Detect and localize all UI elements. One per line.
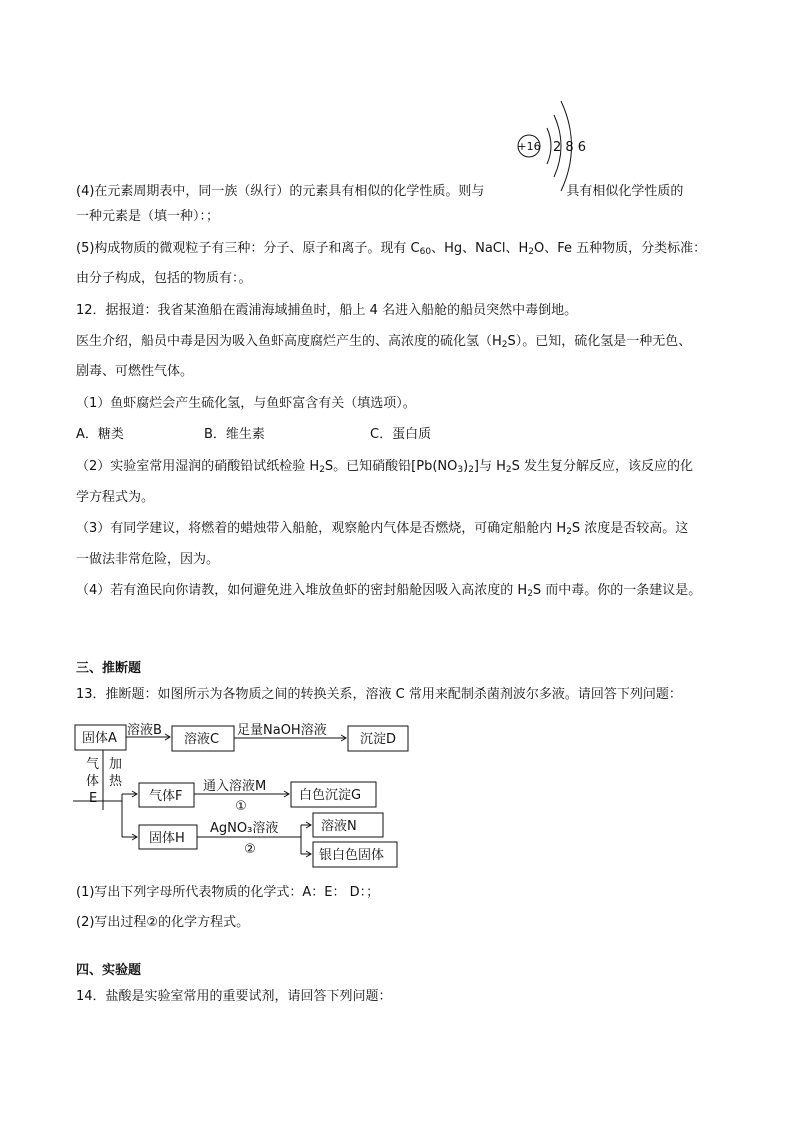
q12-sub2-text-c: )	[463, 459, 469, 474]
q13-answer1: (1)写出下列字母所代表物质的化学式：A：E： D：；	[76, 885, 380, 900]
box-solution-n-label: 溶液N	[321, 819, 357, 834]
q12-sub4	[76, 582, 701, 600]
arrow-label-solution-m: 通入溶液M	[203, 779, 267, 794]
electron-shell-1	[547, 128, 551, 164]
q11-part5-line1	[76, 240, 706, 258]
box-solid-a-label: 固体A	[82, 731, 117, 746]
label-gas-char2: 体	[86, 774, 100, 789]
q11-part4-text-b: 具有相似化学性质的	[566, 184, 684, 199]
q12-sub2-text-d: ]与 H	[473, 459, 506, 474]
electron-counts: 2 8 6	[553, 140, 587, 155]
q12-intro: 12．据报道：我省某渔船在霞浦海域捕鱼时，船上 4 名进入船舱的船员突然中毒倒地。	[76, 303, 578, 318]
box-silver-white-solid-label: 银白色固体	[319, 848, 385, 863]
q11-part5-text-a: (5)构成物质的微观粒子有三种：分子、原子和离子。现有 C	[76, 241, 420, 256]
h2o-subscript: 2	[528, 247, 534, 257]
c60-subscript: 60	[419, 247, 432, 257]
subscript: 2	[566, 527, 572, 537]
q12-sub2-line1	[76, 458, 693, 476]
q12-sub4-text-b: S 而中毒。你的一条建议是。	[532, 583, 702, 598]
atom-structure-diagram	[510, 95, 600, 195]
box-white-precipitate-g-label: 白色沉淀G	[299, 788, 362, 803]
box-precipitate-d-label: 沉淀D	[360, 732, 397, 747]
q12-sub2-text-a: （2）实验室常用湿润的硝酸铅试纸检验 H	[76, 459, 320, 474]
q12-sub3-text-b: S 浓度是否较高。这	[571, 521, 689, 536]
q13-answer2: (2)写出过程②的化学方程式。	[76, 915, 250, 930]
step-1-marker: ①	[235, 799, 247, 814]
section-heading-experiment: 四、实验题	[76, 963, 142, 978]
q12-sub2-line2: 学方程式为。	[76, 490, 155, 505]
box-solution-c-label: 溶液C	[184, 732, 220, 747]
label-gas-char1: 气	[86, 757, 100, 772]
q12-line2-text-b: S）。已知，硫化氢是一种无色、	[507, 334, 692, 349]
q12-sub3-line2: 一做法非常危险，因为。	[76, 552, 220, 567]
nucleus-charge: +16	[517, 140, 541, 153]
arrow-label-naoh: 足量NaOH溶液	[237, 723, 327, 738]
q12-options	[76, 426, 432, 444]
q11-part5-text-c: O、Fe 五种物质，分类标准：	[534, 241, 707, 256]
subscript: 2	[319, 465, 325, 475]
label-gas-e: E	[89, 791, 98, 806]
q12-sub3-line1	[76, 520, 688, 538]
q13-intro: 13．推断题：如图所示为各物质之间的转换关系，溶液 C 常用来配制杀菌剂波尔多液。请回答下列问题：	[76, 687, 682, 702]
subscript: 2	[527, 589, 533, 599]
arrow-label-solution-b: 溶液B	[127, 723, 162, 738]
q12-sub1: （1）鱼虾腐烂会产生硫化氢，与鱼虾富含有关（填选项）。	[76, 396, 416, 411]
label-heat-char1: 加	[109, 757, 123, 772]
subscript: 3	[457, 465, 464, 475]
option-a: A．糖类	[76, 427, 124, 442]
q11-part4-line2: 一种元素是（填一种）：；	[76, 209, 220, 224]
subscript: 2	[468, 465, 474, 475]
q12-line2	[76, 333, 691, 351]
h2s-subscript: 2	[501, 340, 508, 350]
q14-intro: 14．盐酸是实验室常用的重要试剂，请回答下列问题：	[76, 989, 392, 1004]
q11-part5-text-b: 、Hg、NaCl、H	[431, 241, 529, 256]
q12-sub2-text-e: S 发生复分解反应，该反应的化	[511, 459, 694, 474]
q12-sub3-text-a: （3）有同学建议，将燃着的蜡烛带入船舱，观察舱内气体是否燃烧，可确定船舱内 H	[76, 521, 567, 536]
arrow-label-agno3: AgNO₃溶液	[210, 821, 279, 836]
box-gas-f-label: 气体F	[149, 789, 183, 804]
conversion-flow-diagram	[70, 712, 410, 872]
q11-part5-line2: 由分子构成，包括的物质有：。	[76, 271, 252, 286]
label-heat-char2: 热	[109, 774, 123, 789]
q11-part4-line1	[76, 183, 683, 201]
q12-line3: 剧毒、可燃性气体。	[76, 364, 194, 379]
box-solid-h-label: 固体H	[149, 831, 185, 846]
subscript: 2	[505, 465, 512, 475]
q12-sub2-text-b: S。已知硝酸铅[Pb(NO	[324, 459, 458, 474]
section-heading-inference: 三、推断题	[76, 661, 142, 676]
option-b: B．维生素	[204, 427, 265, 442]
q11-part4-text-a: (4)在元素周期表中，同一族（纵行）的元素具有相似的化学性质。则与	[76, 184, 485, 199]
step-2-marker: ②	[244, 842, 256, 857]
option-c: C．蛋白质	[370, 427, 432, 442]
q12-sub4-text-a: （4）若有渔民向你请教，如何避免进入堆放鱼虾的密封船舱因吸入高浓度的 H	[76, 583, 528, 598]
q12-line2-text-a: 医生介绍，船员中毒是因为吸入鱼虾高度腐烂产生的、高浓度的硫化氢（H	[76, 334, 502, 349]
